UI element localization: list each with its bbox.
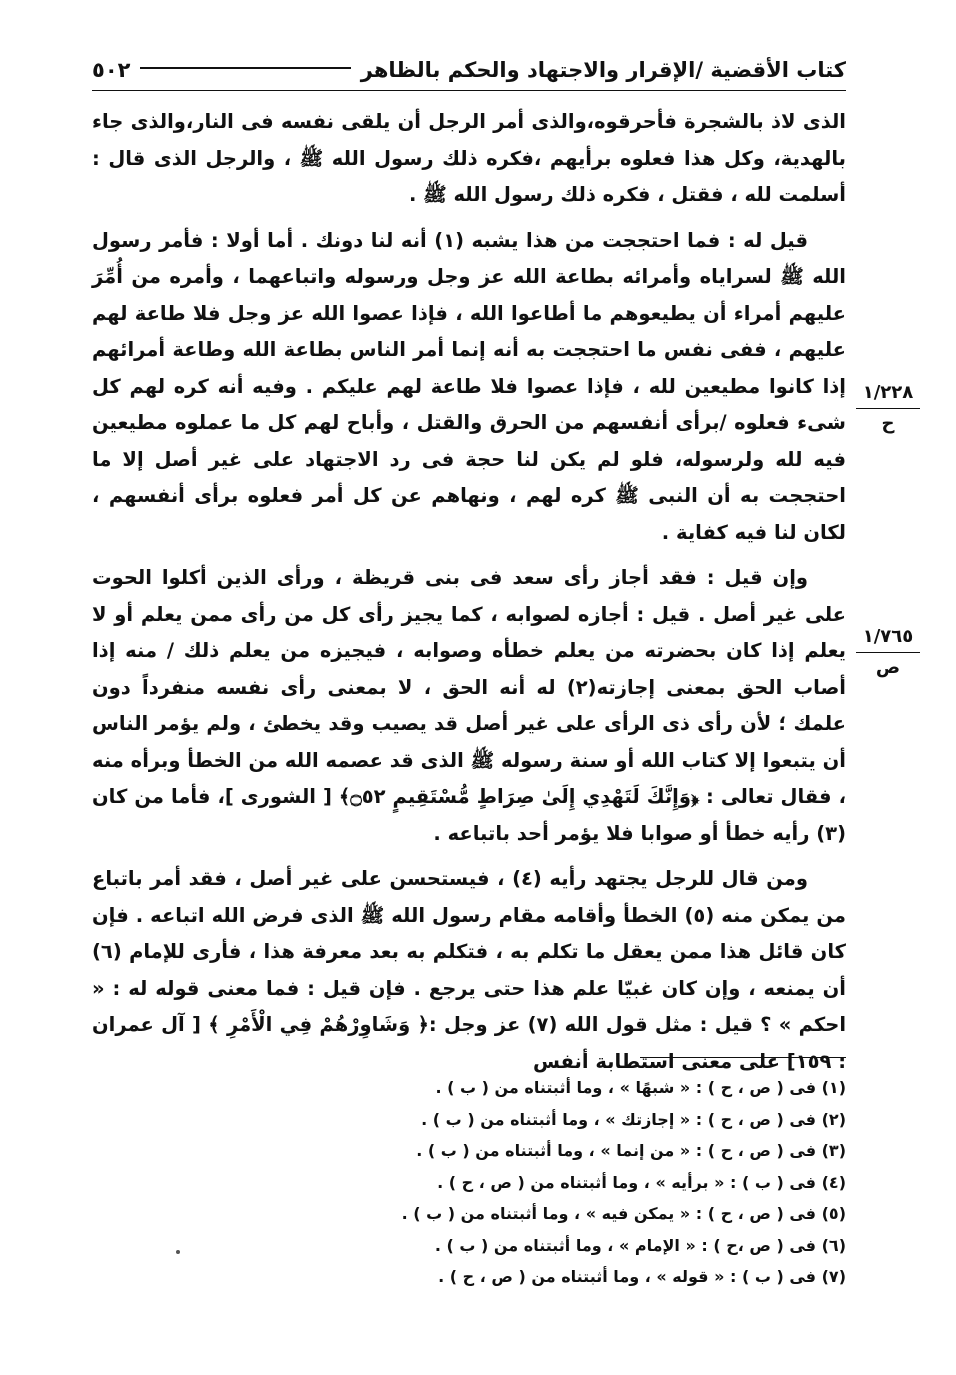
footnote: (٣) فى ( ص ، ح ) : « من إنما » ، وما أثبتناه من ( ب ) . [416, 1141, 846, 1160]
paragraph: وإن قيل : فقد أجاز رأى سعد فى بنى قريظة ، ورأى الذين أكلوا الحوت على غير أصل . قيل : أجازه لصوابه ، كما يجيز رأى كل من رأى ممن يعلم أو لا يعلم إذا كان بحضرته من يعلم خطأه وصوابه ، فيجيزه من يعلم ذلك / منه إذا أصاب الحق بمعنى إجازته(٢) له أنه الحق ، لا بمعنى رأى نفسه منفرداً دون علمك ؛ لأن رأى ذى الرأى على غير أصل قد يصيب وقد يخطئ ، ولم يؤمر الناس أن يتبعوا إلا كتاب الله أو سنة رسوله ﷺ الذى قد عصمه الله من الخطأ وبرأه منه ، فقال تعالى : ﴿وَإِنَّكَ لَتَهْدِي إِلَىٰ صِرَاطٍ مُّسْتَقِيمٍ ۝٥٢﴾ [ الشورى ]، فأما من كان (٣) رأيه خطأ أو صوابا فلا يؤمر أحد باتباعه . [92, 566, 846, 845]
paragraph: قيل له : فما احتججت من هذا يشبه (١) أنه لنا دونك . أما أولا : فأمر رسول الله ﷺ لسراياه وأمرائه بطاعة الله عز وجل ورسوله واتباعهما ، وأمره من أُمِّرَ عليهم أمراء أن يطيعوهم ما أطاعوا الله ، فإذا عصوا الله عز وجل فلا طاعة لهم عليهم ، ففى نفس ما احتججت به أنه إنما أمر الناس بطاعة الله وطاعة أمرائهم إذا كانوا مطيعين لله ، فإذا عصوا فلا طاعة لهم عليكم . وفيه أنه كره لهم كل شىء فعلوه /برأى أنفسهم من الحرق والقتل ، وأباح لهم كل ما عملوه مطيعين فيه لله ولرسوله، فلو لم يكن لنا حجة فى رد الاجتهاد على غير أصل إلا ما احتججت به أن النبى ﷺ كره لهم ، ونهاهم عن كل أمر فعلوه برأى أنفسهم ، لكان لنا فيه كفاية . [92, 228, 846, 544]
margin-note [856, 380, 920, 437]
footnote: (٢) فى ( ص ، ح ) : « إجازتك » ، وما أثبتناه من ( ب ) . [421, 1109, 846, 1129]
paragraph: الذى لاذ بالشجرة فأحرقوه،والذى أمر الرجل أن يلقى نفسه فى النار،والذى جاء بالهدية، وكل هذا فعلوه برأيهم ،فكره ذلك رسول الله ﷺ ، والرجل الذى قال : أسلمت لله ، فقتل ، فكره ذلك رسول الله ﷺ . [92, 110, 846, 206]
running-title: كتاب الأقضية /الإقرار والاجتهاد والحكم بالظاهر [360, 58, 846, 82]
footnotes [300, 1072, 846, 1293]
footnote: (٥) فى ( ص ، ح ) : « يمكن فيه » ، وما أثبتناه من ( ب ) . [401, 1204, 846, 1223]
footnote: (١) فى ( ص ، ح ) : « شبهًا » ، وما أثبتناه من ( ب ) . [435, 1078, 846, 1097]
page-number: ٥٠٢ [92, 58, 131, 82]
scan-speck [176, 1250, 180, 1254]
paragraph: ومن قال للرجل يجتهد رأيه (٤) ، فيستحسن على غير أصل ، فقد أمر باتباع من يمكن منه (٥) الخطأ وأقامه مقام رسول الله ﷺ الذى فرض الله اتباعه . فإن كان قائل هذا ممن يعقل ما تكلم به ، فتكلم به بعد معرفة هذا ، فأرى للإمام (٦) أن يمنعه ، وإن كان غبيّا علم هذا حتى يرجع . فإن قيل : فما معنى قوله له : « احكم » ؟ قيل : مثل قول الله (٧) عز وجل :﴿ وَشَاوِرْهُمْ فِي الْأَمْرِ ﴾ [ آل عمران : ١٥٩] على معنى استطابة أنفس [92, 867, 847, 1073]
margin-note-source: ص [875, 657, 901, 678]
margin-note-ref: ١/٢٢٨ [856, 380, 920, 409]
footnote: (٦) فى ( ص ،ح ) : « الإمام » ، وما أثبتناه من ( ب ) . [434, 1235, 846, 1255]
margin-note-ref: ١/٧٦٥ [856, 624, 920, 653]
footnote: (٧) فى ( ب ) : « قوله » ، وما أثبتناه من ( ص ، ح ) . [438, 1267, 846, 1286]
footnote-divider [640, 1057, 846, 1058]
main-text [92, 104, 846, 1089]
footnote: (٤) فى ( ب ) : « برأيه » ، وما أثبتناه من ( ص ، ح ) . [437, 1172, 846, 1192]
margin-note-source: ح [881, 413, 895, 434]
header-rule [140, 67, 350, 69]
page-header [92, 50, 846, 91]
margin-note [856, 624, 920, 681]
